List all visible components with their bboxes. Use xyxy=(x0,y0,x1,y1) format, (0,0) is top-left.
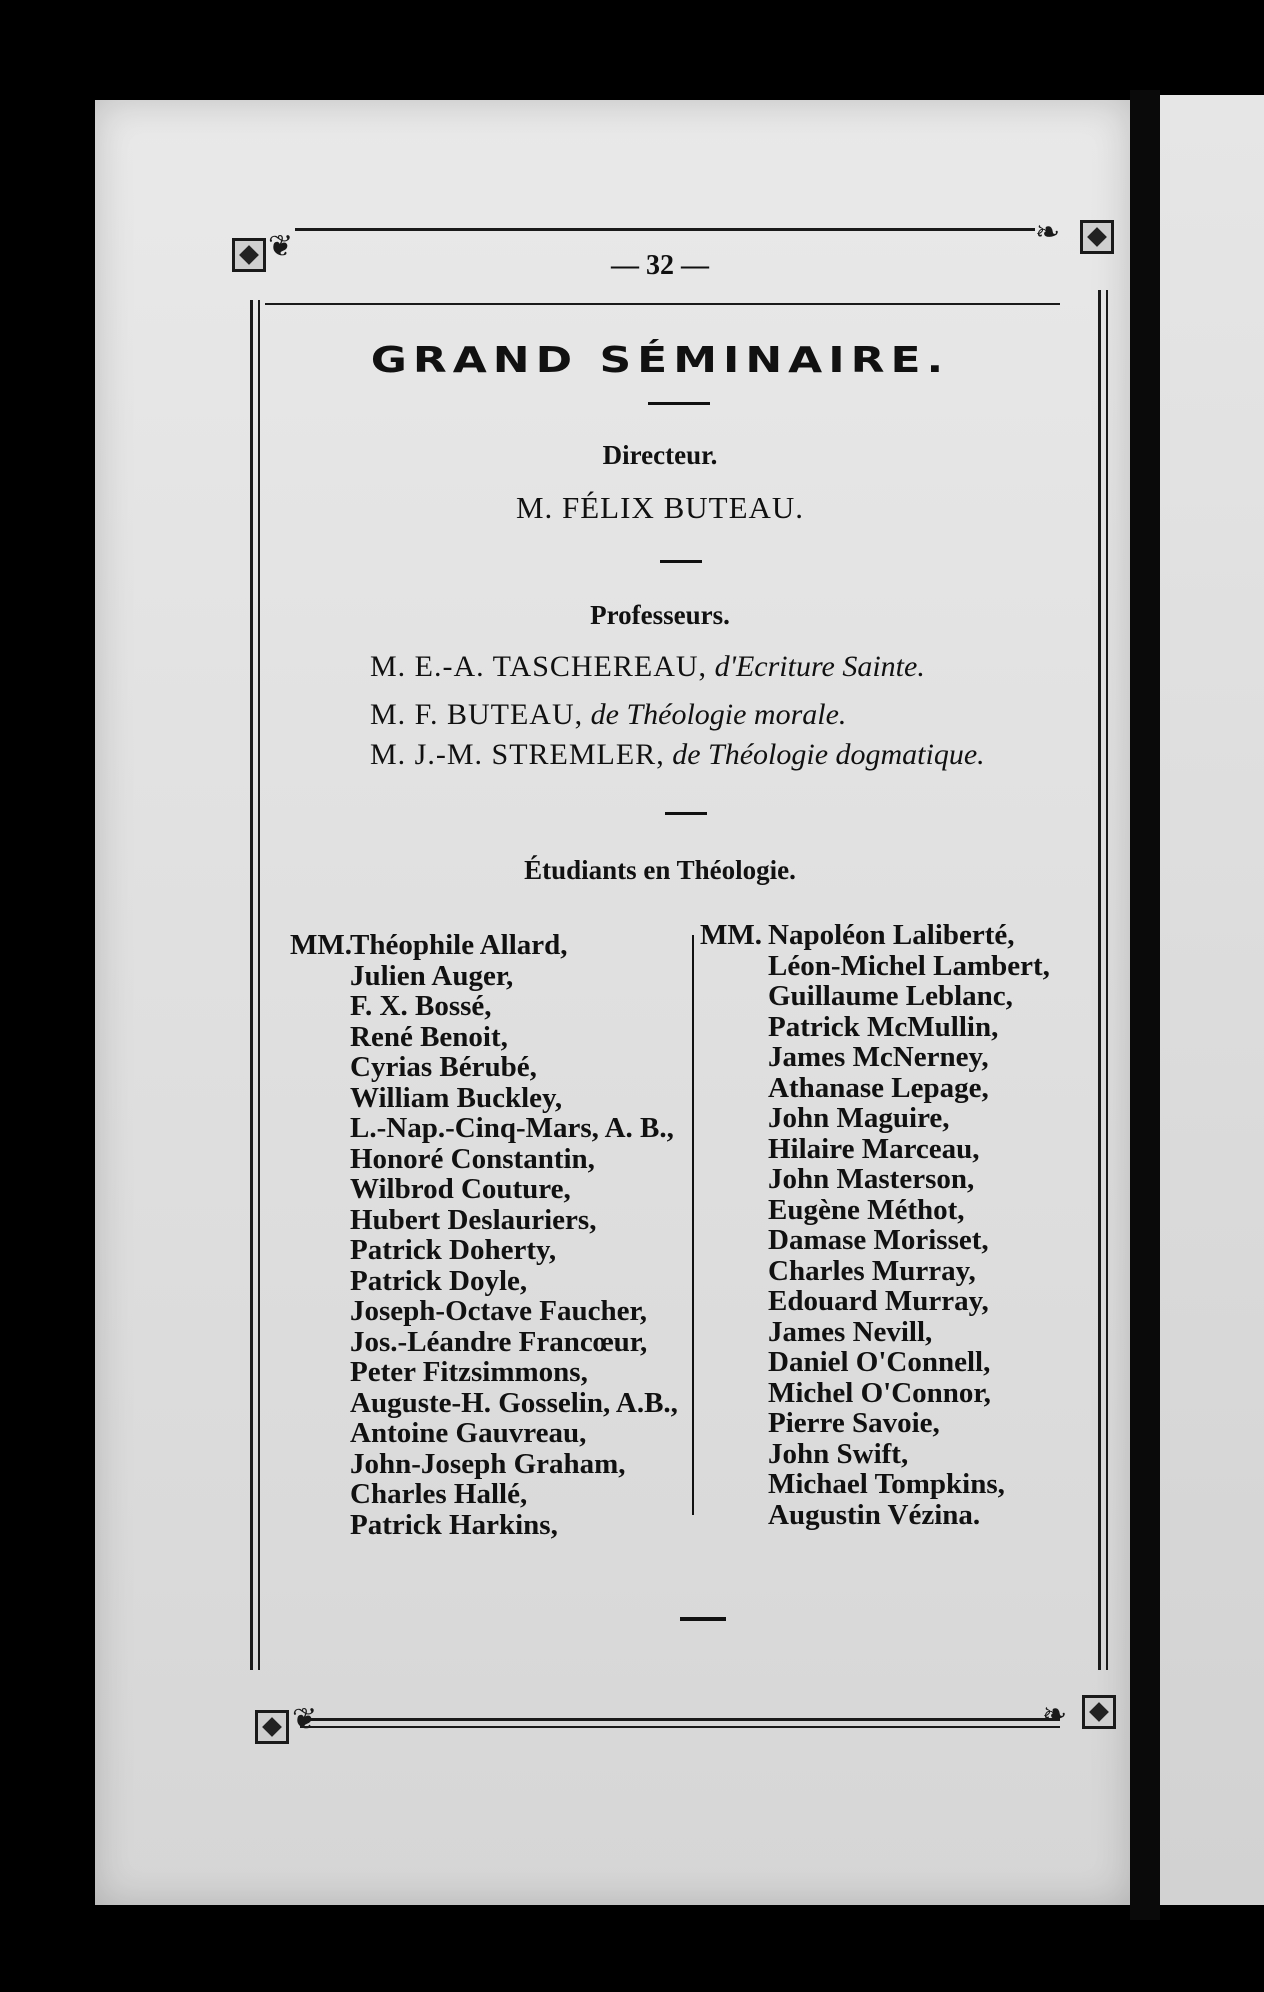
scroll-ornament-icon: ❦ xyxy=(268,230,294,263)
student-name: Théophile Allard, xyxy=(350,929,568,961)
book-gutter xyxy=(1130,90,1160,1920)
separator-dash xyxy=(665,812,707,815)
student-name: Hilaire Marceau, xyxy=(768,1132,980,1165)
separator-dash xyxy=(660,560,702,563)
professor-line xyxy=(370,650,925,684)
corner-ornament-bottom-left xyxy=(255,1710,289,1744)
frame-right-rule-inner xyxy=(1106,290,1108,1670)
professor-name: M. E.-A. TASCHEREAU, xyxy=(370,650,708,683)
student-name: Julien Auger, xyxy=(350,959,514,992)
student-name: Daniel O'Connell, xyxy=(768,1346,991,1378)
student-name: Antoine Gauvreau, xyxy=(350,1417,587,1449)
page-title: GRAND SÉMINAIRE. xyxy=(370,340,950,381)
students-heading: Étudiants en Théologie. xyxy=(524,855,796,885)
student-name: Cyrias Bérubé, xyxy=(350,1051,537,1083)
student-name: James Nevill, xyxy=(768,1315,933,1348)
adjacent-page-edge xyxy=(1160,95,1264,1905)
student-name: Auguste-H. Gosselin, A.B., xyxy=(350,1386,678,1419)
student-name: Patrick Harkins, xyxy=(350,1508,558,1541)
director-heading: Directeur. xyxy=(602,440,718,470)
student-name: Michel O'Connor, xyxy=(768,1376,991,1409)
professor-line xyxy=(370,738,985,772)
corner-ornament-bottom-right xyxy=(1082,1695,1116,1729)
page-number: — 32 — xyxy=(611,250,709,281)
student-name: Wilbrod Couture, xyxy=(350,1173,571,1205)
student-name: Augustin Vézina. xyxy=(768,1498,981,1531)
mm-prefix: MM. xyxy=(700,919,762,951)
frame-left-rule xyxy=(250,300,253,1670)
frame-bottom-rule-inner xyxy=(300,1726,1060,1728)
student-name: John Swift, xyxy=(768,1437,909,1470)
student-name: Guillaume Leblanc, xyxy=(768,980,1013,1012)
professors-heading: Professeurs. xyxy=(590,600,730,630)
mm-prefix: MM. xyxy=(290,929,352,961)
student-name: F. X. Bossé, xyxy=(350,990,492,1022)
column-divider xyxy=(692,935,694,1515)
student-name: Charles Murray, xyxy=(768,1254,976,1287)
professor-name: M. J.-M. STREMLER, xyxy=(370,738,665,771)
student-name: Damase Morisset, xyxy=(768,1224,989,1256)
students-list-left xyxy=(350,930,678,1540)
student-name: Jos.-Léandre Francœur, xyxy=(350,1325,648,1358)
director-name: M. FÉLIX BUTEAU. xyxy=(515,490,805,525)
student-name: Hubert Deslauriers, xyxy=(350,1203,597,1236)
student-name: John Maguire, xyxy=(768,1102,950,1134)
student-name: John Masterson, xyxy=(768,1163,975,1195)
student-name: Patrick Doyle, xyxy=(350,1264,528,1297)
frame-top-rule-inner xyxy=(265,303,1060,305)
student-name: William Buckley, xyxy=(350,1081,563,1114)
student-name: Napoléon Laliberté, xyxy=(768,919,1015,951)
professor-name: M. F. BUTEAU, xyxy=(370,698,584,731)
student-name: Charles Hallé, xyxy=(350,1478,528,1510)
professor-subject: de Théologie morale. xyxy=(590,698,847,731)
student-name: Eugène Méthot, xyxy=(768,1193,965,1226)
frame-top-rule xyxy=(295,228,1035,231)
student-name: Patrick McMullin, xyxy=(768,1010,999,1043)
student-name: Léon-Michel Lambert, xyxy=(768,949,1050,982)
student-name: Peter Fitzsimmons, xyxy=(350,1356,588,1388)
professor-subject: d'Ecriture Sainte. xyxy=(714,650,925,683)
student-name: L.-Nap.-Cinq-Mars, A. B., xyxy=(350,1112,674,1144)
scroll-ornament-icon: ❧ xyxy=(1035,216,1061,249)
scan-background xyxy=(0,0,1264,100)
student-name: John-Joseph Graham, xyxy=(350,1447,626,1480)
scroll-ornament-icon: ❧ xyxy=(1042,1698,1068,1731)
student-name: René Benoit, xyxy=(350,1020,508,1053)
student-name: Honoré Constantin, xyxy=(350,1142,595,1175)
corner-ornament-top-right xyxy=(1080,220,1114,254)
student-name: Edouard Murray, xyxy=(768,1285,989,1317)
student-name: James McNerney, xyxy=(768,1041,989,1073)
separator-dash xyxy=(648,402,710,405)
student-name: Pierre Savoie, xyxy=(768,1407,940,1439)
scroll-ornament-icon: ❦ xyxy=(292,1703,318,1736)
frame-right-rule xyxy=(1098,290,1101,1670)
student-name: Michael Tompkins, xyxy=(768,1468,1005,1500)
student-name: Joseph-Octave Faucher, xyxy=(350,1295,647,1327)
professor-subject: de Théologie dogmatique. xyxy=(672,738,985,771)
separator-dash xyxy=(680,1617,726,1621)
student-name: Athanase Lepage, xyxy=(768,1071,989,1104)
student-name: Patrick Doherty, xyxy=(350,1234,557,1266)
students-list-right xyxy=(768,920,1050,1530)
frame-bottom-rule xyxy=(300,1718,1060,1721)
professor-line xyxy=(370,698,846,732)
